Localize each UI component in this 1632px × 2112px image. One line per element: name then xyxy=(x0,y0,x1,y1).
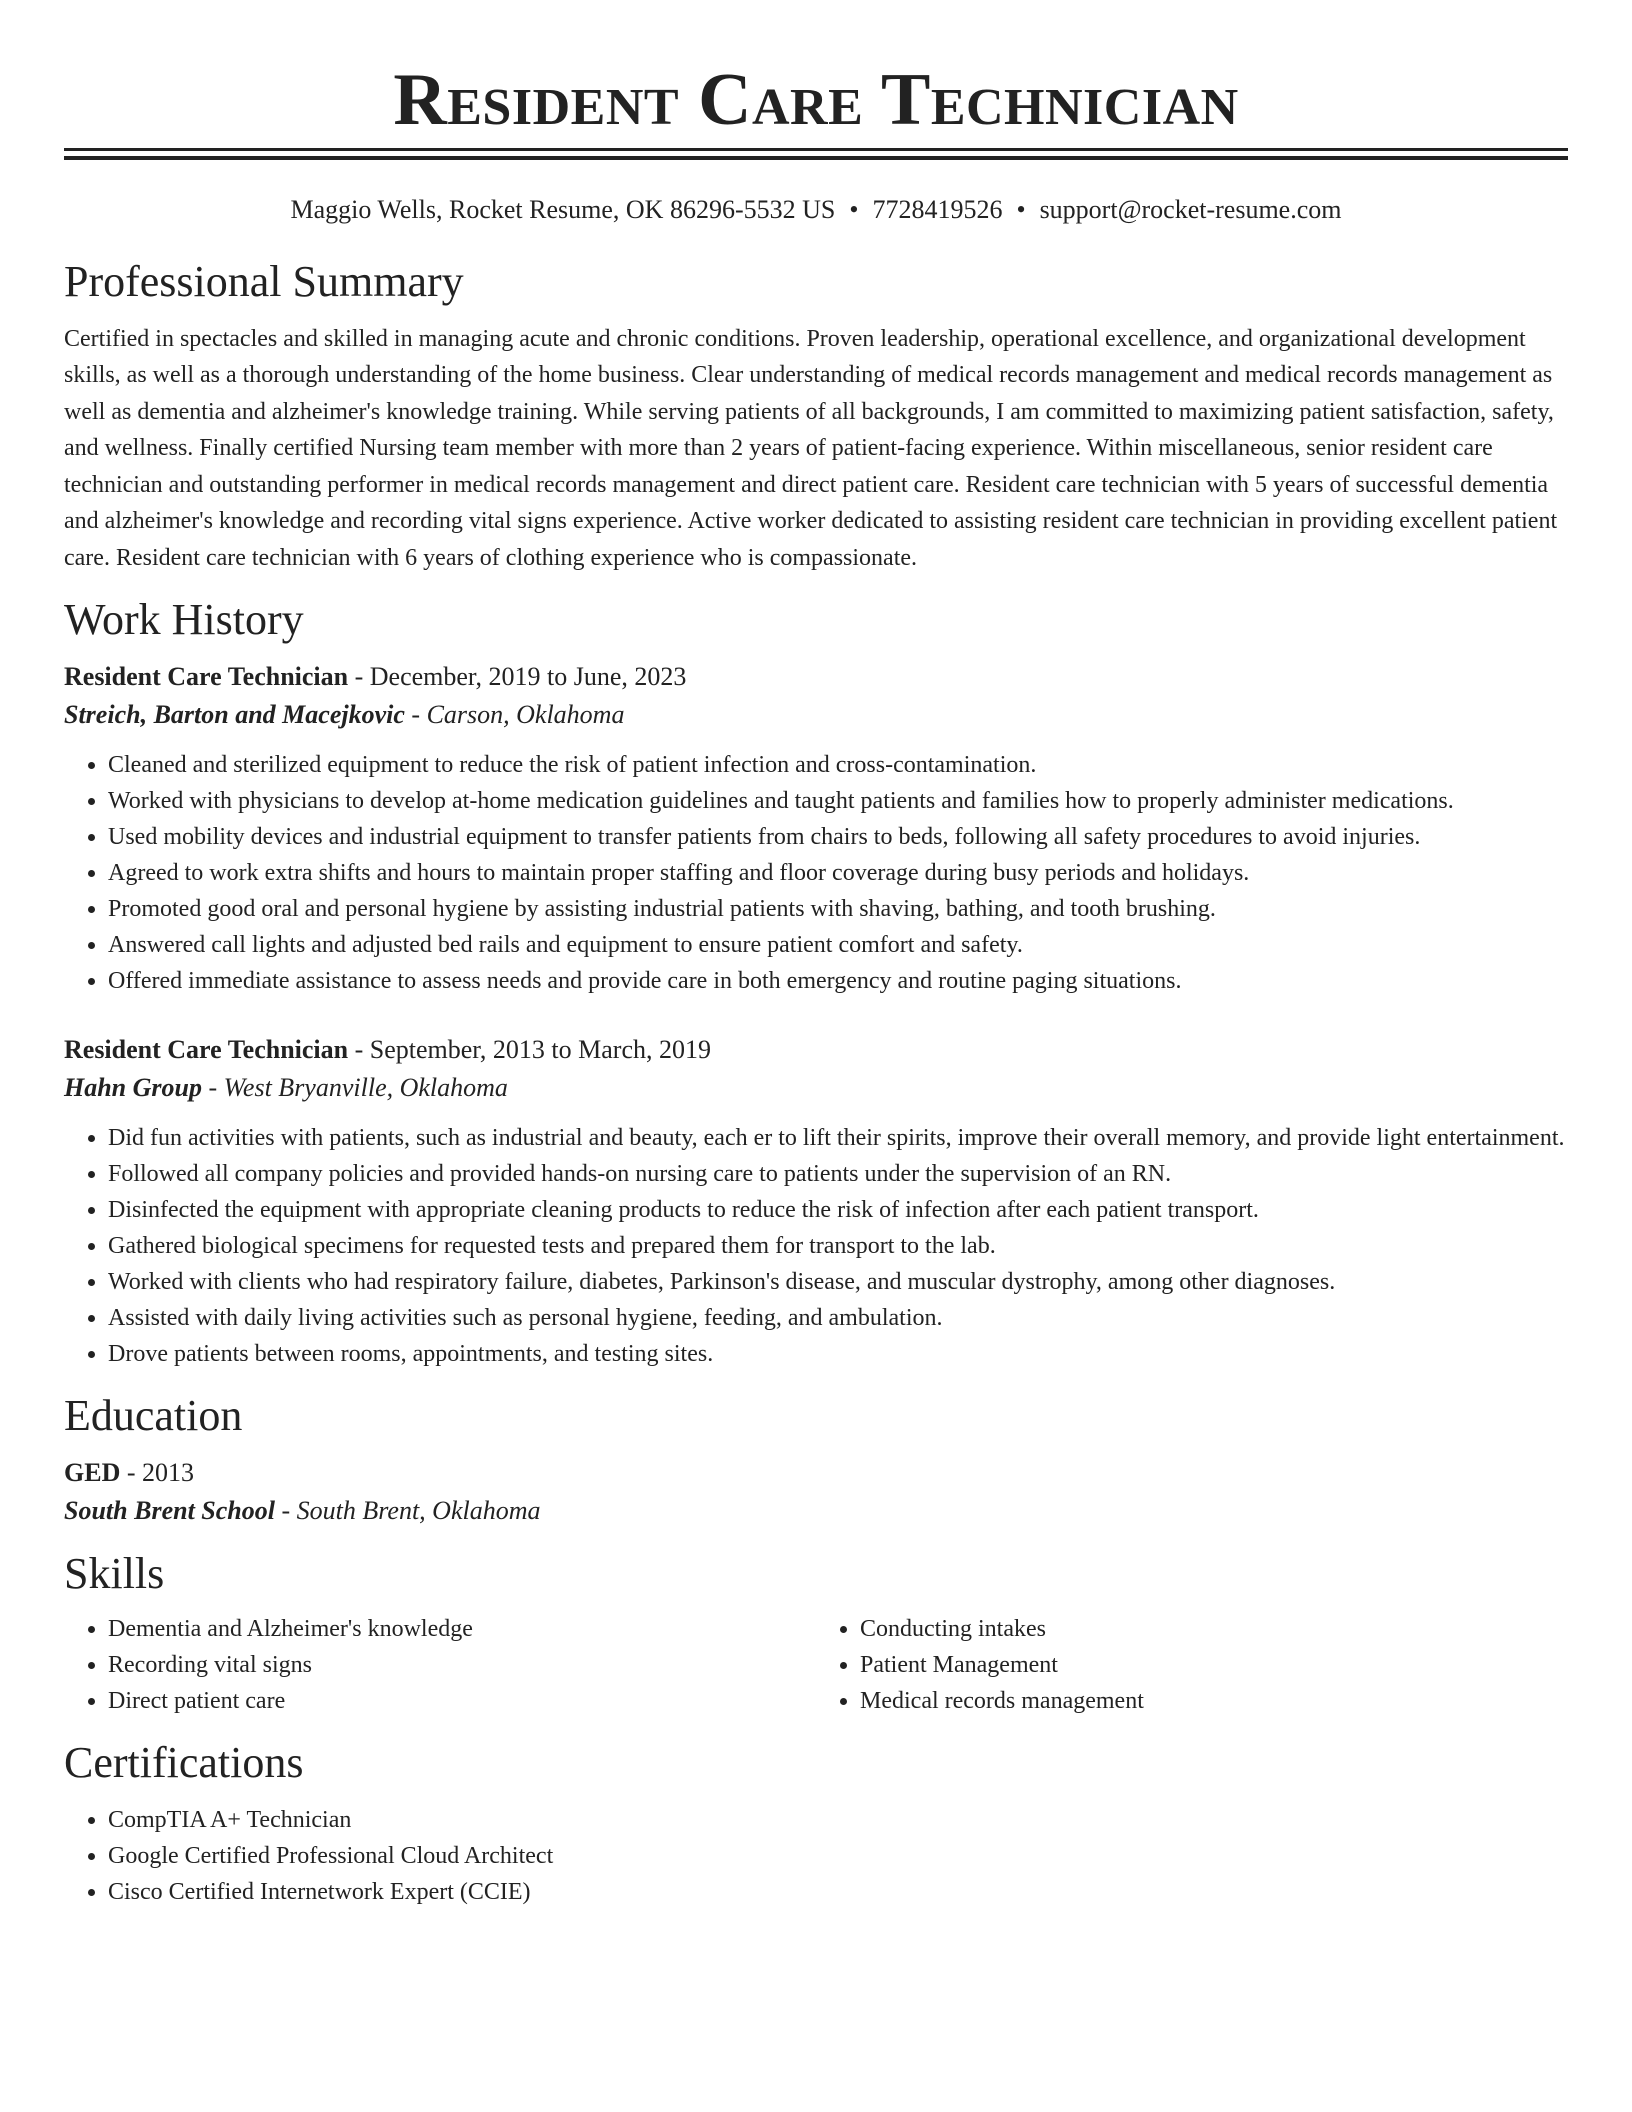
certifications-list xyxy=(64,1802,1568,1910)
list-item: • Cleaned and sterilized equipment to reduce the risk of patient infection and cross-contamination. xyxy=(108,747,1568,783)
title-divider xyxy=(64,148,1568,160)
list-item: • CompTIA A+ Technician xyxy=(108,1802,1568,1838)
school-name: South Brent School xyxy=(64,1496,275,1526)
job-entry xyxy=(64,1031,1568,1372)
summary-heading: Professional Summary xyxy=(64,257,464,307)
list-item: • Google Certified Professional Cloud Architect xyxy=(108,1838,1568,1874)
list-item: • Promoted good oral and personal hygiene by assisting industrial patients with shaving, bathing, and tooth brushing. xyxy=(108,891,1568,927)
list-item: • Medical records management xyxy=(860,1683,1568,1719)
list-item: • Gathered biological specimens for requested tests and prepared them for transport to the lab. xyxy=(108,1228,1568,1264)
contact-separator: • xyxy=(849,195,859,224)
work-history-heading: Work History xyxy=(64,595,304,645)
school-location: - South Brent, Oklahoma xyxy=(274,1496,541,1526)
degree: GED xyxy=(64,1458,121,1488)
list-item: • Used mobility devices and industrial equipment to transfer patients from chairs to beds, following all safety procedures to avoid injuries. xyxy=(108,819,1568,855)
job-dates: - September, 2013 to March, 2019 xyxy=(348,1035,711,1065)
job-title: Resident Care Technician xyxy=(64,1035,349,1065)
employer-line xyxy=(64,1069,1568,1107)
contact-email[interactable]: support@rocket-resume.com xyxy=(1039,195,1342,224)
list-item: • Patient Management xyxy=(860,1647,1568,1683)
contact-line xyxy=(64,194,1568,225)
employer-location: - Carson, Oklahoma xyxy=(404,700,625,730)
list-item: • Dementia and Alzheimer's knowledge xyxy=(108,1611,816,1647)
job-entry xyxy=(64,658,1568,999)
employer-location: - West Bryanville, Oklahoma xyxy=(202,1073,508,1103)
list-item: • Did fun activities with patients, such as industrial and beauty, each er to lift their spirits, improve their overall memory, and provide light entertainment. xyxy=(108,1120,1568,1156)
list-item: • Followed all company policies and provided hands-on nursing care to patients under the supervision of an RN. xyxy=(108,1156,1568,1192)
school-line xyxy=(64,1492,1568,1530)
degree-year: - 2013 xyxy=(120,1458,195,1488)
skills-list-right xyxy=(816,1611,1568,1719)
list-item: • Cisco Certified Internetwork Expert (CCIE) xyxy=(108,1874,1568,1910)
job-title-line xyxy=(64,1031,1568,1069)
summary-text: Certified in spectacles and skilled in managing acute and chronic conditions. Proven leadership, operational excellence, and organizational development skills, as well as a thorough understanding of the home business. Clear understanding of medical records management and medical records management as well as dementia and alzheimer's knowledge training. While serving patients of all backgrounds, I am committed to maximizing patient satisfaction, safety, and wellness. Finally certified Nursing team member with more than 2 years of patient-facing experience. Within miscellaneous, senior resident care technician and outstanding performer in medical records management and direct patient care. Resident care technician with 5 years of successful dementia and alzheimer's knowledge and recording vital signs experience. Active worker dedicated to assisting resident care technician in providing excellent patient care. Resident care technician with 6 years of clothing experience who is compassionate. xyxy=(64,325,1558,571)
job-duties-list xyxy=(64,747,1568,999)
list-item: • Disinfected the equipment with appropriate cleaning products to reduce the risk of infection after each patient transport. xyxy=(108,1192,1568,1228)
list-item: • Recording vital signs xyxy=(108,1647,816,1683)
resume-title: Resident Care Technician xyxy=(393,59,1239,141)
contact-phone: 7728419526 xyxy=(872,195,1003,224)
employer-line xyxy=(64,696,1568,734)
skills-heading: Skills xyxy=(64,1549,165,1599)
job-title: Resident Care Technician xyxy=(64,662,349,692)
job-duties-list xyxy=(64,1120,1568,1372)
list-item: • Direct patient care xyxy=(108,1683,816,1719)
list-item: • Worked with physicians to develop at-home medication guidelines and taught patients and families how to properly administer medications. xyxy=(108,783,1568,819)
list-item: • Conducting intakes xyxy=(860,1611,1568,1647)
list-item: • Assisted with daily living activities such as personal hygiene, feeding, and ambulation. xyxy=(108,1300,1568,1336)
contact-separator: • xyxy=(1016,195,1026,224)
list-item: • Worked with clients who had respiratory failure, diabetes, Parkinson's disease, and muscular dystrophy, among other diagnoses. xyxy=(108,1264,1568,1300)
list-item: • Offered immediate assistance to assess needs and provide care in both emergency and routine paging situations. xyxy=(108,963,1568,999)
job-title-line xyxy=(64,658,1568,696)
list-item: • Drove patients between rooms, appointments, and testing sites. xyxy=(108,1336,1568,1372)
skills-list-left xyxy=(64,1611,816,1719)
employer-name: Hahn Group xyxy=(64,1073,202,1103)
list-item: • Answered call lights and adjusted bed rails and equipment to ensure patient comfort and safety. xyxy=(108,927,1568,963)
skills-grid xyxy=(64,1611,1568,1719)
job-dates: - December, 2019 to June, 2023 xyxy=(348,662,687,692)
education-entry xyxy=(64,1454,1568,1530)
education-heading: Education xyxy=(64,1391,243,1441)
certifications-heading: Certifications xyxy=(64,1737,304,1787)
contact-address: Maggio Wells, Rocket Resume, OK 86296-5532 US xyxy=(290,195,836,224)
degree-line xyxy=(64,1454,1568,1492)
list-item: • Agreed to work extra shifts and hours to maintain proper staffing and floor coverage during busy periods and holidays. xyxy=(108,855,1568,891)
employer-name: Streich, Barton and Macejkovic xyxy=(64,700,405,730)
